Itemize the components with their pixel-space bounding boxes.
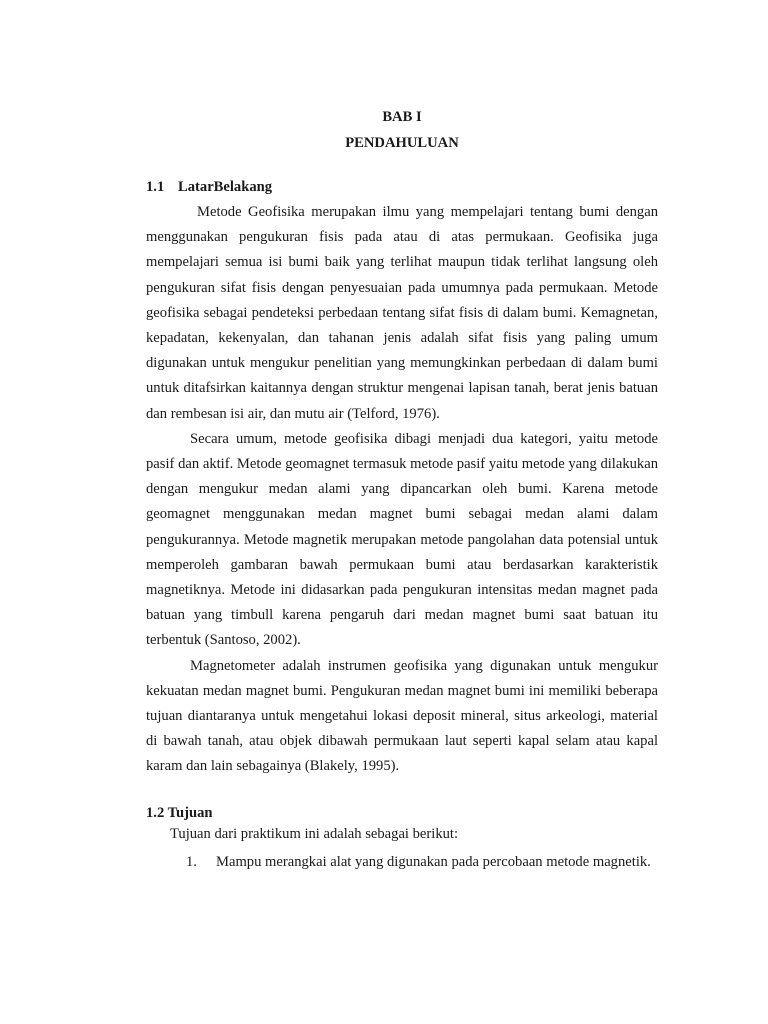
tujuan-list <box>146 850 658 875</box>
list-item-number: 1. <box>186 853 197 870</box>
list-item-text: Mampu merangkai alat yang digunakan pada percobaan metode magnetik. <box>216 853 651 870</box>
paragraph-geofisika: Metode Geofisika merupakan ilmu yang mempelajari tentang bumi dengan menggunakan pengukuran fisis pada atau di atas permukaan. Geofisika juga mempelajari semua isi bumi baik yang terlihat maupun tidak terlihat langsung oleh pengukuran sifat fisis dengan penyesuaian pada umumnya pada permukaan. Metode geofisika sebagai pendeteksi perbedaan tentang sifat fisis di dalam bumi. Kemagnetan, kepadatan, kekenyalan, dan tahanan jenis adalah sifat fisis yang paling umum digunakan untuk mengukur penelitian yang memungkinkan perbedaan di dalam bumi untuk ditafsirkan kaitannya dengan struktur mengenai lapisan tanah, berat jenis batuan dan rembesan isi air, dan mutu air (Telford, 1976). <box>146 204 658 422</box>
section-heading-latar-belakang <box>146 174 658 200</box>
section-tujuan <box>146 804 658 875</box>
tujuan-intro: Tujuan dari praktikum ini adalah sebagai berikut: <box>170 825 459 842</box>
section-heading-tujuan: 1.2 Tujuan <box>146 804 213 821</box>
list-item <box>186 850 658 875</box>
chapter-title: PENDAHULUAN <box>345 135 459 151</box>
section-number: 1.1 <box>146 179 165 195</box>
chapter-number: BAB I <box>382 109 422 125</box>
paragraph-magnetometer: Magnetometer adalah instrumen geofisika yang digunakan untuk mengukur kekuatan medan magnet bumi. Pengukuran medan magnet bumi ini memiliki beberapa tujuan diantaranya untuk mengetahui lokasi deposit mineral, situs arkeologi, material di bawah tanah, atau objek dibawah permukaan laut seperti kapal selam atau kapal karam dan lain sebagainya (Blakely, 1995). <box>146 657 658 775</box>
paragraph-kategori-metode: Secara umum, metode geofisika dibagi menjadi dua kategori, yaitu metode pasif dan aktif. Metode geomagnet termasuk metode pasif yaitu metode yang dilakukan dengan mengukur medan alami yang dipancarkan oleh bumi. Karena metode geomagnet menggunakan medan magnet bumi sebagai medan alami dalam pengukurannya. Metode magnetik merupakan metode pangolahan data potensial untuk memperoleh gambaran bawah permukaan bumi atau berdasarkan karakteristik magnetiknya. Metode ini didasarkan pada pengukuran intensitas medan magnet pada batuan yang timbull karena pengaruh dari medan magnet bumi saat batuan itu terbentuk (Santoso, 2002). <box>146 430 658 649</box>
section-title: LatarBelakang <box>178 179 273 195</box>
